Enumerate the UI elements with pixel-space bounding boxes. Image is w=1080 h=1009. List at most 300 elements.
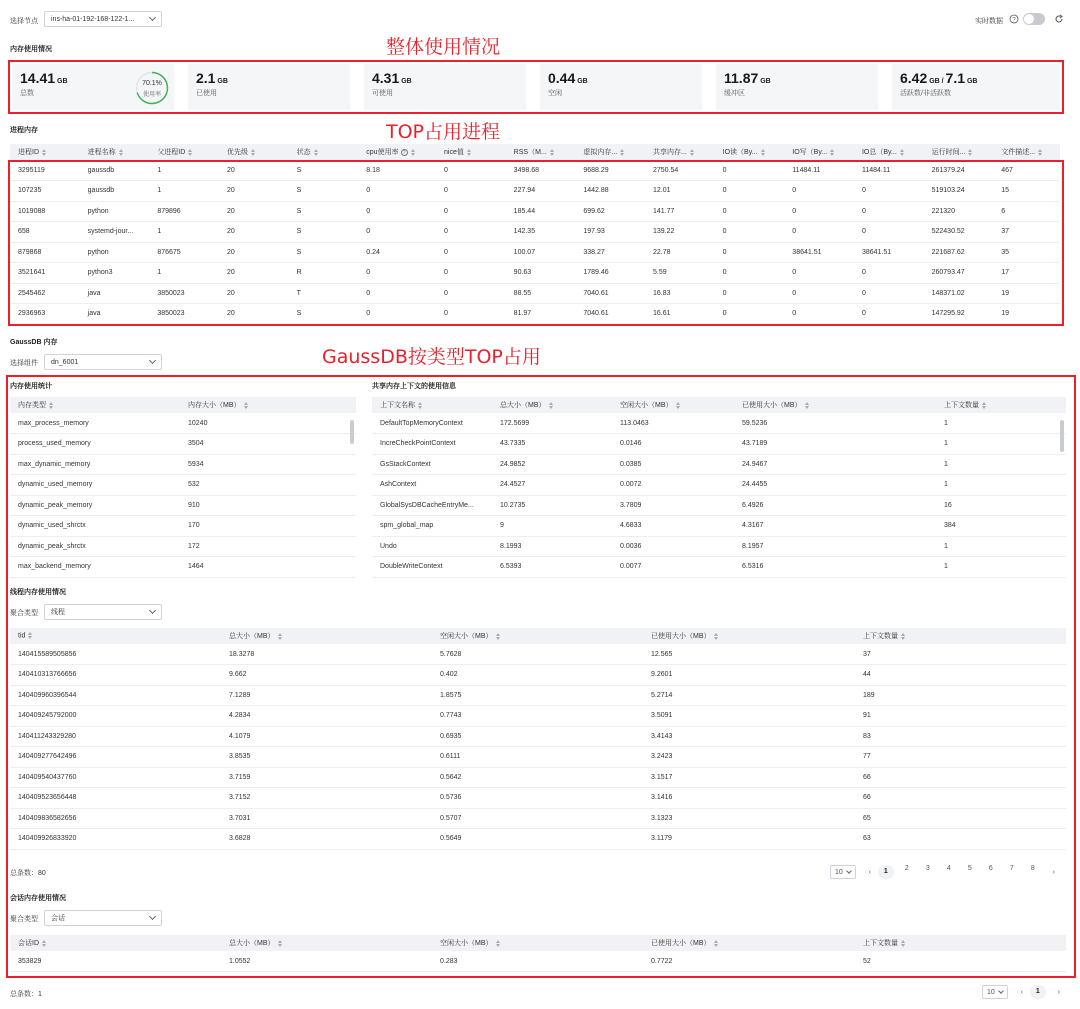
memory-stats-table: [10, 397, 356, 578]
sort-icon[interactable]: [901, 633, 906, 640]
process-cell: 0: [358, 201, 436, 222]
shared-context-cell: 8.1957: [734, 536, 936, 557]
sort-icon[interactable]: [690, 149, 695, 156]
thread-cell: 140409245792000: [10, 706, 221, 727]
process-cell: 148371.02: [924, 283, 994, 304]
process-cell: systemd-jour...: [80, 222, 150, 243]
process-header-col-9[interactable]: 共享内存...: [645, 144, 715, 160]
process-cell: 8.18: [358, 160, 436, 181]
thread-header-col-3[interactable]: 已使用大小（MB）: [643, 628, 855, 644]
page-button-1[interactable]: 1: [1030, 985, 1046, 999]
thread-cell: 140409523656448: [10, 788, 221, 809]
process-cell: 185.44: [506, 201, 576, 222]
memory-stats-scrollbar[interactable]: [350, 420, 354, 444]
thread-cell: 140409277642496: [10, 747, 221, 768]
memory-stats-cell: dynamic_peak_memory: [10, 495, 180, 516]
sort-icon[interactable]: [188, 149, 193, 156]
shared-context-header-col-0[interactable]: 上下文名称: [372, 397, 492, 413]
refresh-icon[interactable]: [1054, 14, 1064, 24]
memory-stats-title: 内存使用统计: [10, 383, 52, 390]
memory-stats-header-col-1[interactable]: 内存大小（MB）: [180, 397, 356, 413]
sort-icon[interactable]: [968, 149, 973, 156]
process-cell: 0: [854, 304, 924, 325]
shared-context-cell: 1: [936, 475, 1066, 496]
sort-icon[interactable]: [418, 402, 423, 409]
component-select[interactable]: [44, 354, 162, 370]
table-row[interactable]: [372, 495, 1066, 516]
node-select[interactable]: [44, 11, 162, 27]
sort-icon[interactable]: [42, 940, 47, 947]
memory-stats-cell: 3504: [180, 434, 356, 455]
process-cell: 0: [715, 304, 785, 325]
shared-context-cell: 1: [936, 454, 1066, 475]
session-cell: 0.283: [432, 951, 643, 972]
process-header-col-5[interactable]: cpu使用率 ?: [358, 144, 436, 160]
process-cell: 100.07: [506, 242, 576, 263]
annotation-overall: 整体使用情况: [386, 36, 501, 58]
sort-icon[interactable]: [496, 633, 501, 640]
process-header-col-4[interactable]: 状态: [289, 144, 359, 160]
memory-stats-cell: 10240: [180, 413, 356, 434]
process-cell: 0: [715, 201, 785, 222]
thread-cell: 63: [855, 829, 1066, 850]
shared-context-cell: 59.5236: [734, 413, 936, 434]
thread-cell: 18.3278: [221, 644, 432, 665]
memory-stats-cell: process_used_memory: [10, 434, 180, 455]
process-cell: 35: [993, 242, 1060, 263]
thread-header-col-2[interactable]: 空闲大小（MB）: [432, 628, 643, 644]
session-header-col-4[interactable]: 上下文数量: [855, 935, 1066, 951]
shared-context-cell: GsStackContext: [372, 454, 492, 475]
shared-context-cell: 1: [936, 557, 1066, 578]
process-cell: 0: [358, 263, 436, 284]
sort-icon[interactable]: [714, 940, 719, 947]
thread-cell: 5.2714: [643, 685, 855, 706]
page-button-1[interactable]: 1: [878, 865, 894, 879]
table-row[interactable]: [10, 495, 356, 516]
process-cell: 38641.51: [854, 242, 924, 263]
process-cell: 0.24: [358, 242, 436, 263]
thread-cell: 9.2601: [643, 665, 855, 686]
thread-cell: 9.662: [221, 665, 432, 686]
thread-cell: 0.5649: [432, 829, 643, 850]
shared-context-cell: Undo: [372, 536, 492, 557]
page-button-8[interactable]: 8: [1030, 865, 1035, 872]
sort-icon[interactable]: [901, 940, 906, 947]
process-cell: 88.55: [506, 283, 576, 304]
thread-cell: 3.7031: [221, 808, 432, 829]
shared-context-cell: 1: [936, 434, 1066, 455]
process-cell: 11484.11: [854, 160, 924, 181]
process-cell: 20: [219, 242, 289, 263]
stat-buffer: 11.87 GB 缓冲区: [724, 70, 771, 97]
thread-agg-select[interactable]: [44, 604, 162, 620]
thread-cell: 1.8575: [432, 685, 643, 706]
memory-stats-cell: max_process_memory: [10, 413, 180, 434]
table-row[interactable]: [10, 685, 1066, 706]
table-row[interactable]: [372, 454, 1066, 475]
process-cell: R: [289, 263, 359, 284]
process-cell: S: [289, 222, 359, 243]
memory-stats-cell: 170: [180, 516, 356, 537]
thread-header-col-1[interactable]: 总大小（MB）: [221, 628, 432, 644]
thread-total-count: 总条数：80: [10, 870, 46, 877]
table-row[interactable]: [10, 536, 356, 557]
page-button-5[interactable]: 5: [967, 865, 972, 872]
shared-context-cell: 3.7809: [612, 495, 734, 516]
process-cell: S: [289, 201, 359, 222]
table-row[interactable]: [10, 951, 1066, 972]
thread-cell: 140411243329280: [10, 726, 221, 747]
chevron-down-icon: [149, 14, 156, 21]
thread-agg-value: 线程: [51, 609, 65, 616]
process-header-col-6[interactable]: nice值: [436, 144, 506, 160]
shared-context-header-col-3[interactable]: 已使用大小（MB）: [734, 397, 936, 413]
sort-icon[interactable]: [411, 149, 416, 156]
shared-context-table: [372, 397, 1066, 578]
help-circle-icon[interactable]: ?: [401, 149, 408, 156]
process-cell: 5.59: [645, 263, 715, 284]
shared-context-cell: 8.1993: [492, 536, 612, 557]
shared-context-cell: GlobalSysDBCacheEntryMe...: [372, 495, 492, 516]
thread-cell: 3.6828: [221, 829, 432, 850]
process-cell: 0: [358, 304, 436, 325]
process-cell: 147295.92: [924, 304, 994, 325]
memory-stats-header-col-0[interactable]: 内存类型: [10, 397, 180, 413]
process-cell: 0: [436, 181, 506, 202]
session-page-size-select[interactable]: 10: [982, 985, 1008, 999]
thread-cell: 3.5091: [643, 706, 855, 727]
table-row[interactable]: [10, 557, 356, 578]
sort-icon[interactable]: [278, 633, 283, 640]
sort-icon[interactable]: [805, 402, 810, 409]
annotation-top-process: TOP占用进程: [386, 121, 501, 143]
annotation-box-top-process: [8, 160, 1064, 326]
thread-cell: 0.402: [432, 665, 643, 686]
thread-cell: 83: [855, 726, 1066, 747]
process-cell: 2545462: [10, 283, 80, 304]
process-cell: 0: [784, 263, 854, 284]
sort-icon[interactable]: [244, 402, 249, 409]
session-pagination: [982, 985, 1067, 999]
help-circle-icon[interactable]: [1009, 14, 1019, 24]
thread-cell: 44: [855, 665, 1066, 686]
process-header-col-0[interactable]: 进程ID: [10, 144, 80, 160]
sort-icon[interactable]: [714, 633, 719, 640]
thread-cell: 66: [855, 788, 1066, 809]
table-row[interactable]: [372, 434, 1066, 455]
process-cell: 0: [784, 181, 854, 202]
process-header-col-11[interactable]: IO写（By...: [784, 144, 854, 160]
process-cell: 22.78: [645, 242, 715, 263]
chevron-down-icon: [149, 357, 156, 364]
shared-context-cell: DefaultTopMemoryContext: [372, 413, 492, 434]
node-select-label: 选择节点: [10, 18, 38, 25]
process-cell: 2936963: [10, 304, 80, 325]
thread-header-col-0[interactable]: tid: [10, 628, 221, 644]
shared-context-cell: spm_global_map: [372, 516, 492, 537]
process-cell: 0: [715, 242, 785, 263]
process-cell: S: [289, 160, 359, 181]
page-button-3[interactable]: 3: [925, 865, 930, 872]
table-row[interactable]: [372, 557, 1066, 578]
thread-cell: 4.1079: [221, 726, 432, 747]
process-cell: T: [289, 283, 359, 304]
thread-cell: 0.5642: [432, 767, 643, 788]
session-cell: 0.7722: [643, 951, 855, 972]
sort-icon[interactable]: [49, 402, 54, 409]
process-header-col-13[interactable]: 运行时间...: [924, 144, 994, 160]
session-header-col-2[interactable]: 空闲大小（MB）: [432, 935, 643, 951]
process-cell: 658: [10, 222, 80, 243]
table-row[interactable]: [10, 475, 356, 496]
process-cell: 0: [784, 304, 854, 325]
process-cell: 519103.24: [924, 181, 994, 202]
shared-context-cell: 6.5393: [492, 557, 612, 578]
component-select-label: 选择组件: [10, 360, 38, 367]
process-header-col-1[interactable]: 进程名称: [80, 144, 150, 160]
table-row[interactable]: [10, 767, 1066, 788]
thread-cell: 12.565: [643, 644, 855, 665]
svg-text:?: ?: [1012, 17, 1016, 24]
thread-cell: 37: [855, 644, 1066, 665]
process-cell: 16.83: [645, 283, 715, 304]
table-row[interactable]: [372, 413, 1066, 434]
process-cell: S: [289, 242, 359, 263]
memory-stats-cell: dynamic_used_memory: [10, 475, 180, 496]
table-row[interactable]: [10, 516, 356, 537]
session-header-col-3[interactable]: 已使用大小（MB）: [643, 935, 855, 951]
memory-overview-title: 内存使用情况: [10, 46, 52, 53]
table-row[interactable]: [10, 808, 1066, 829]
sort-icon[interactable]: [278, 940, 283, 947]
shared-context-cell: 6.5316: [734, 557, 936, 578]
usage-ring-percent: 70.1%: [142, 80, 162, 87]
thread-page-size-select[interactable]: 10: [830, 865, 856, 879]
shared-context-cell: 4.3167: [734, 516, 936, 537]
sort-icon[interactable]: [900, 149, 905, 156]
table-row[interactable]: [10, 434, 356, 455]
table-row[interactable]: [10, 726, 1066, 747]
chevron-down-icon: [149, 913, 156, 920]
process-cell: gaussdb: [80, 181, 150, 202]
process-header-col-7[interactable]: RSS（M...: [506, 144, 576, 160]
process-cell: 20: [219, 181, 289, 202]
process-cell: 0: [436, 283, 506, 304]
memory-stats-cell: 5934: [180, 454, 356, 475]
stat-active: 6.42 GB / 7.1 GB 活跃数/非活跃数: [900, 70, 978, 97]
process-header-col-14[interactable]: 文件描述...: [993, 144, 1060, 160]
prev-page-button[interactable]: ‹: [1020, 988, 1023, 996]
sort-icon[interactable]: [1038, 149, 1043, 156]
process-cell: 20: [219, 283, 289, 304]
shared-context-cell: 24.9467: [734, 454, 936, 475]
process-cell: 0: [436, 222, 506, 243]
process-cell: 1789.46: [575, 263, 645, 284]
prev-page-button[interactable]: ‹: [868, 868, 871, 876]
table-row[interactable]: [10, 788, 1066, 809]
process-cell: 17: [993, 263, 1060, 284]
process-cell: 3850023: [149, 283, 219, 304]
page-button-6[interactable]: 6: [988, 865, 993, 872]
process-cell: 20: [219, 304, 289, 325]
page-button-4[interactable]: 4: [946, 865, 951, 872]
thread-cell: 3.8535: [221, 747, 432, 768]
table-row[interactable]: [10, 747, 1066, 768]
process-cell: 3295119: [10, 160, 80, 181]
next-page-button[interactable]: ›: [1057, 988, 1060, 996]
process-cell: 0: [436, 304, 506, 325]
sort-icon[interactable]: [550, 149, 555, 156]
page-button-2[interactable]: 2: [904, 865, 909, 872]
session-cell: 1.0552: [221, 951, 432, 972]
sort-icon[interactable]: [467, 149, 472, 156]
shared-context-cell: 9: [492, 516, 612, 537]
process-cell: 0: [436, 201, 506, 222]
next-page-button[interactable]: ›: [1052, 868, 1055, 876]
process-cell: gaussdb: [80, 160, 150, 181]
process-cell: 0: [436, 160, 506, 181]
process-header-col-12[interactable]: IO总（By...: [854, 144, 924, 160]
thread-cell: 140415589505856: [10, 644, 221, 665]
process-cell: 3521641: [10, 263, 80, 284]
process-cell: 0: [358, 283, 436, 304]
thread-cell: 3.4143: [643, 726, 855, 747]
session-header-col-1[interactable]: 总大小（MB）: [221, 935, 432, 951]
thread-cell: 3.1179: [643, 829, 855, 850]
process-cell: S: [289, 181, 359, 202]
realtime-label: 实时数据: [975, 18, 1003, 25]
process-cell: S: [289, 304, 359, 325]
shared-context-header-col-4[interactable]: 上下文数量: [936, 397, 1066, 413]
shared-context-cell: 4.6833: [612, 516, 734, 537]
thread-cell: 3.1517: [643, 767, 855, 788]
process-cell: 260793.47: [924, 263, 994, 284]
session-agg-label: 聚合类型: [10, 916, 38, 923]
process-cell: 107235: [10, 181, 80, 202]
process-cell: 1442.88: [575, 181, 645, 202]
process-header-col-10[interactable]: IO读（By...: [715, 144, 785, 160]
process-cell: 227.94: [506, 181, 576, 202]
table-row[interactable]: [372, 536, 1066, 557]
memory-stats-cell: 1464: [180, 557, 356, 578]
process-cell: 1: [149, 263, 219, 284]
shared-context-cell: 0.0036: [612, 536, 734, 557]
process-header-col-8[interactable]: 虚拟内存...: [575, 144, 645, 160]
process-cell: 2750.54: [645, 160, 715, 181]
thread-cell: 3.2423: [643, 747, 855, 768]
table-row[interactable]: [10, 644, 1066, 665]
process-cell: 142.35: [506, 222, 576, 243]
process-cell: 1019088: [10, 201, 80, 222]
gaussdb-memory-title: GaussDB 内存: [10, 339, 58, 346]
usage-ring-caption: 使用率: [142, 92, 161, 98]
table-row[interactable]: [10, 454, 356, 475]
session-header-col-0[interactable]: 会话ID: [10, 935, 221, 951]
shared-context-cell: 6.4926: [734, 495, 936, 516]
chevron-down-icon: [998, 988, 1004, 994]
process-cell: 16.61: [645, 304, 715, 325]
annotation-box-overall: [8, 60, 1064, 114]
thread-cell: 0.7743: [432, 706, 643, 727]
thread-cell: 3.1416: [643, 788, 855, 809]
process-cell: python3: [80, 263, 150, 284]
shared-context-scrollbar[interactable]: [1060, 420, 1064, 452]
stat-free: 0.44 GB 空闲: [548, 70, 588, 97]
shared-context-title: 共享内存上下文的使用信息: [372, 383, 456, 390]
shared-context-cell: 0.0077: [612, 557, 734, 578]
sort-icon[interactable]: [620, 149, 625, 156]
table-row[interactable]: [10, 413, 356, 434]
sort-icon[interactable]: [830, 149, 835, 156]
process-cell: 20: [219, 201, 289, 222]
process-header-col-2[interactable]: 父进程ID: [149, 144, 219, 160]
chevron-down-icon: [149, 607, 156, 614]
sort-icon[interactable]: [314, 149, 319, 156]
thread-cell: 66: [855, 767, 1066, 788]
shared-context-cell: AshContext: [372, 475, 492, 496]
table-row[interactable]: [372, 475, 1066, 496]
process-cell: 0: [358, 181, 436, 202]
sort-icon[interactable]: [251, 149, 256, 156]
shared-context-cell: 24.4455: [734, 475, 936, 496]
sort-icon[interactable]: [42, 149, 47, 156]
thread-cell: 0.5707: [432, 808, 643, 829]
process-cell: 467: [993, 160, 1060, 181]
sort-icon[interactable]: [496, 940, 501, 947]
memory-stats-cell: 172: [180, 536, 356, 557]
table-row[interactable]: [10, 706, 1066, 727]
process-cell: 20: [219, 222, 289, 243]
sort-icon[interactable]: [28, 632, 33, 639]
shared-context-cell: 384: [936, 516, 1066, 537]
sort-icon[interactable]: [549, 402, 554, 409]
table-row[interactable]: [10, 665, 1066, 686]
thread-cell: 0.6111: [432, 747, 643, 768]
shared-context-cell: 43.7189: [734, 434, 936, 455]
sort-icon[interactable]: [982, 402, 987, 409]
thread-memory-title: 线程内存使用情况: [10, 589, 66, 596]
sort-icon[interactable]: [119, 149, 124, 156]
process-cell: 197.93: [575, 222, 645, 243]
process-cell: 261379.24: [924, 160, 994, 181]
shared-context-cell: DoubleWriteContext: [372, 557, 492, 578]
page-button-7[interactable]: 7: [1009, 865, 1014, 872]
process-cell: 9688.29: [575, 160, 645, 181]
session-total-count: 总条数：1: [10, 991, 42, 998]
thread-cell: 77: [855, 747, 1066, 768]
sort-icon[interactable]: [676, 402, 681, 409]
process-cell: 0: [436, 263, 506, 284]
process-memory-title: 进程内存: [10, 127, 38, 134]
thread-header-col-4[interactable]: 上下文数量: [855, 628, 1066, 644]
shared-context-cell: 0.0072: [612, 475, 734, 496]
process-cell: 0: [715, 263, 785, 284]
thread-table: [10, 628, 1066, 850]
shared-context-header-col-2[interactable]: 空闲大小（MB）: [612, 397, 734, 413]
table-row[interactable]: [10, 829, 1066, 850]
shared-context-header-col-1[interactable]: 总大小（MB）: [492, 397, 612, 413]
process-cell: 38641.51: [784, 242, 854, 263]
process-cell: 0: [854, 263, 924, 284]
table-row[interactable]: [372, 516, 1066, 537]
sort-icon[interactable]: [761, 149, 766, 156]
thread-cell: 140409960396544: [10, 685, 221, 706]
realtime-toggle[interactable]: [1023, 13, 1045, 25]
process-header-col-3[interactable]: 优先级: [219, 144, 289, 160]
session-agg-select[interactable]: [44, 910, 162, 926]
memory-stats-cell: max_backend_memory: [10, 557, 180, 578]
